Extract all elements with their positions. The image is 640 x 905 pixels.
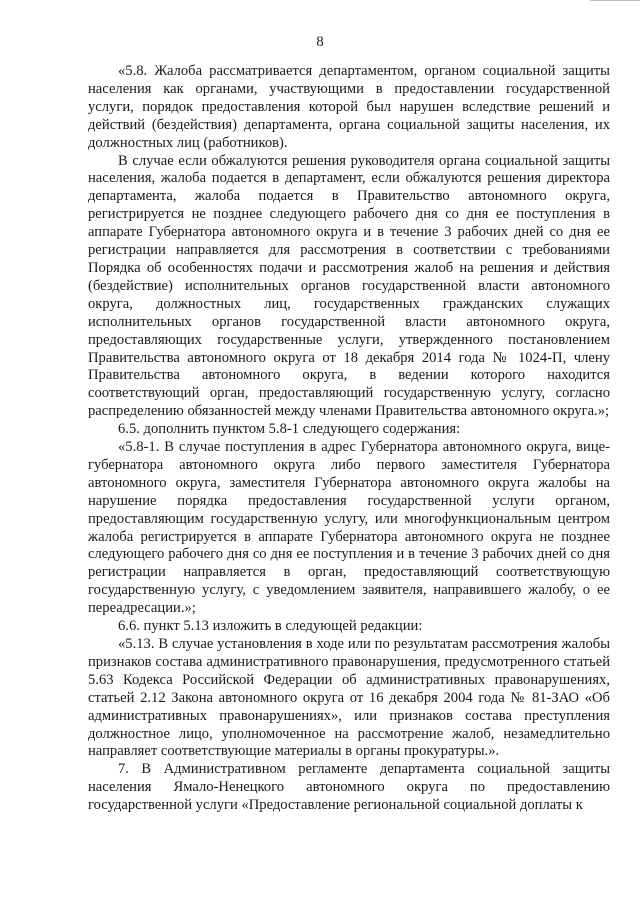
paragraph-6-6: 6.6. пункт 5.13 изложить в следующей редакции:	[118, 618, 423, 635]
paragraph-6-5: 6.5. дополнить пунктом 5.8-1 следующего содержания:	[118, 421, 461, 438]
document-body	[88, 63, 610, 815]
paragraph-5-8-1: «5.8-1. В случае поступления в адрес Губернатора автономного округа, вице-губернатора автономного округа либо первого заместителя Губернатора автономного округа, заместителя Губернатора автономного округа жалобы на нарушение порядка предоставления государственной услуги органом, предоставляющим государственную услугу, или многофункциональным центром жалоба регистрируется в аппарате Губернатора автономного округа не позднее следующего рабочего дня со дня ее поступления и в течение 3 рабочих дней со дня регистрации направляется в орган, предоставляющий соответствующую государственную услугу, с уведомлением заявителя, направившего жалобу, о ее переадресации.»;	[88, 439, 610, 617]
paragraph-5-8: «5.8. Жалоба рассматривается департаментом, органом социальной защиты населения как органами, участвующими в предоставлении государственной услуги, порядок предоставления которой был нарушен вследствие решений и действий (бездействия) департамента, органа социальной защиты населения, их должностных лиц (работников).	[88, 63, 610, 151]
paragraph-5-13: «5.13. В случае установления в ходе или по результатам рассмотрения жалобы признаков состава административного правонарушения, предусмотренного статьей 5.63 Кодекса Российской Федерации об административных правонарушениях, статьей 2.12 Закона автономного округа от 16 декабря 2004 года № 81-ЗАО «Об административных правонарушениях», или признаков состава преступления должностное лицо, уполномоченное на рассмотрение жалоб, незамедлительно направляет соответствующие материалы в органы прокуратуры.».	[88, 636, 610, 760]
scan-edge-mark	[590, 0, 640, 6]
page-number: 8	[316, 34, 324, 50]
paragraph-7: 7. В Административном регламенте департамента социальной защиты населения Ямало-Ненецкого автономного округа по предоставлению государственной услуги «Предоставление региональной социальной доплаты к	[88, 761, 610, 814]
paragraph-appeal-procedure: В случае если обжалуются решения руководителя органа социальной защиты населения, жалоба подается в департамент, если обжалуются решения директора департамента, жалоба подается в Правительство автономного округа, регистрируется не позднее следующего рабочего дня со дня ее поступления в аппарате Губернатора автономного округа и в течение 3 рабочих дней со дня ее регистрации направляется для рассмотрения в соответствии с требованиями Порядка об особенностях подачи и рассмотрения жалоб на решения и действия (бездействие) исполнительных органов государственной власти автономного округа, должностных лиц, государственных гражданских служащих исполнительных органов государственной власти автономного округа, предоставляющих государственные услуги, утвержденного постановлением Правительства автономного округа от 18 декабря 2014 года № 1024-П, члену Правительства автономного округа, в ведении которого находится соответствующий орган, предоставляющий государственную услугу, согласно распределению обязанностей между членами Правительства автономного округа.»;	[88, 152, 610, 420]
